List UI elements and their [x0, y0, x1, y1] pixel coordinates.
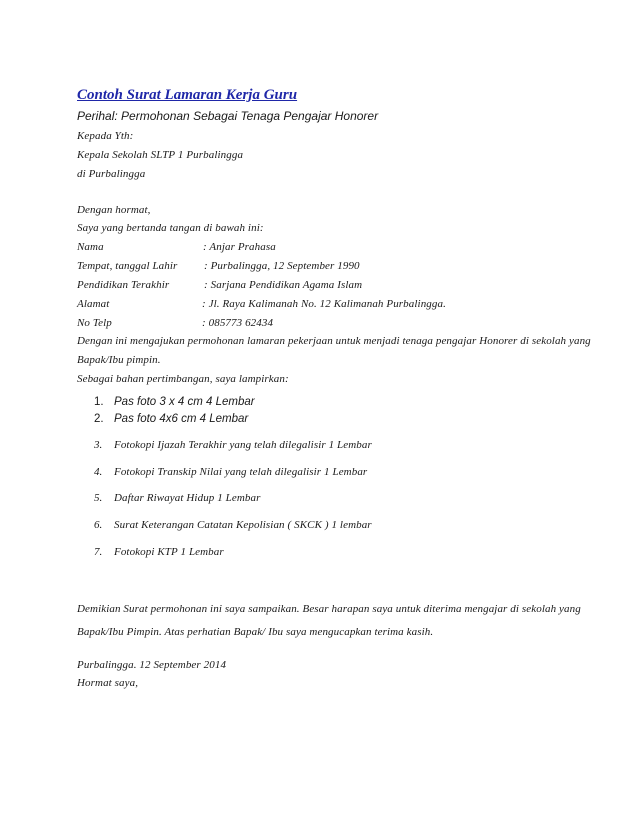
- identity-row-address: [77, 298, 446, 310]
- list-text: Fotokopi Transkip Nilai yang telah dilegalisir 1 Lembar: [114, 466, 368, 478]
- letter-subject: Perihal: Permohonan Sebagai Tenaga Pengajar Honorer: [77, 109, 379, 123]
- greeting: Dengan hormat,: [77, 204, 151, 216]
- identity-value: : 085773 62434: [202, 317, 274, 329]
- identity-value: : Purbalingga, 12 September 1990: [204, 260, 360, 272]
- list-text: Fotokopi Ijazah Terakhir yang telah dilegalisir 1 Lembar: [114, 439, 372, 451]
- sign-off: Hormat saya,: [77, 677, 139, 689]
- identity-label: Pendidikan Terakhir: [77, 279, 170, 291]
- closing-line-2: Bapak/Ibu Pimpin. Atas perhatian Bapak/ Ibu saya mengucapkan terima kasih.: [77, 626, 434, 638]
- list-number: 6.: [94, 519, 103, 531]
- identity-label: No Telp: [77, 317, 112, 329]
- list-number: 3.: [94, 439, 103, 451]
- place-date: Purbalingga. 12 September 2014: [77, 659, 227, 671]
- identity-row-phone: [77, 317, 274, 329]
- body-paragraph-1-line-2: Bapak/Ibu pimpin.: [77, 354, 161, 366]
- list-text: Pas foto 4x6 cm 4 Lembar: [114, 413, 249, 425]
- recipient-line-3: di Purbalingga: [77, 168, 146, 180]
- list-number: 2.: [94, 413, 104, 425]
- list-number: 5.: [94, 492, 103, 504]
- identity-label: Alamat: [77, 298, 110, 310]
- list-text: Fotokopi KTP 1 Lembar: [114, 546, 224, 558]
- list-number: 4.: [94, 466, 103, 478]
- identity-label: Tempat, tanggal Lahir: [77, 260, 178, 272]
- body-paragraph-2: Sebagai bahan pertimbangan, saya lampirkan:: [77, 373, 289, 385]
- identity-row-name: [77, 241, 276, 253]
- closing-line-1: Demikian Surat permohonan ini saya sampaikan. Besar harapan saya untuk diterima mengajar di sekolah yang: [77, 603, 581, 615]
- identity-label: Nama: [77, 241, 104, 253]
- list-number: 7.: [94, 546, 103, 558]
- body-paragraph-1-line-1: Dengan ini mengajukan permohonan lamaran pekerjaan untuk menjadi tenaga pengajar Honorer di sekolah yang: [77, 335, 591, 347]
- list-text: Daftar Riwayat Hidup 1 Lembar: [114, 492, 261, 504]
- letter-title[interactable]: Contoh Surat Lamaran Kerja Guru: [77, 87, 298, 103]
- recipient-line-1: Kepada Yth:: [77, 130, 134, 142]
- identity-row-education: [77, 279, 363, 291]
- identity-value: : Anjar Prahasa: [203, 241, 276, 253]
- identity-row-birth: [77, 260, 360, 272]
- identity-value: : Jl. Raya Kalimanah No. 12 Kalimanah Purbalingga.: [202, 298, 446, 310]
- recipient-line-2: Kepala Sekolah SLTP 1 Purbalingga: [77, 149, 244, 161]
- intro-text: Saya yang bertanda tangan di bawah ini:: [77, 222, 264, 234]
- list-text: Pas foto 3 x 4 cm 4 Lembar: [114, 396, 255, 408]
- identity-value: : Sarjana Pendidikan Agama Islam: [204, 279, 363, 291]
- list-number: 1.: [94, 396, 104, 408]
- list-text: Surat Keterangan Catatan Kepolisian ( SKCK ) 1 lembar: [114, 519, 372, 531]
